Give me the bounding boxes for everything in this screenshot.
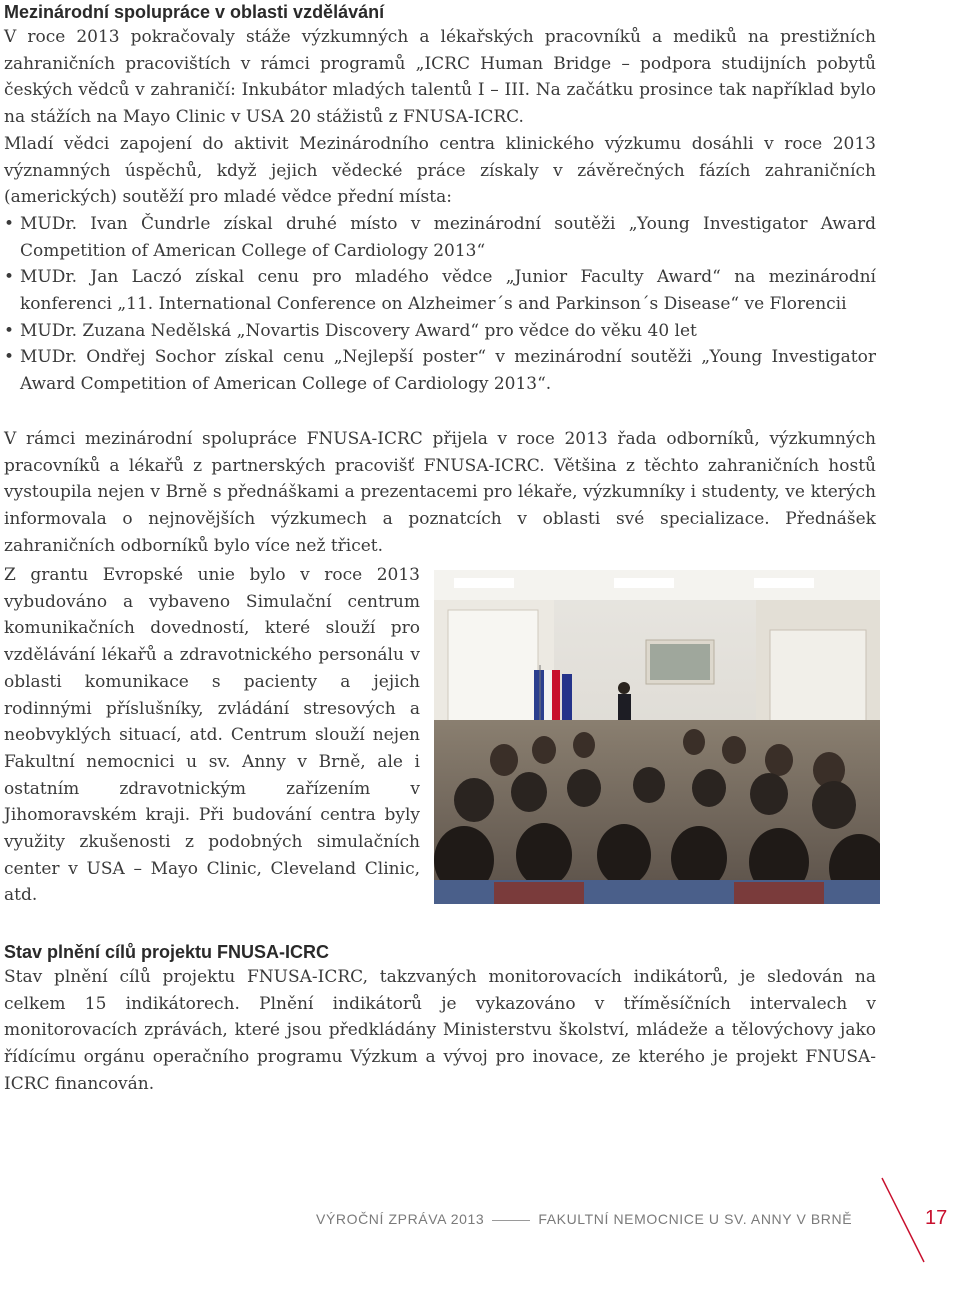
- paragraph-simulation-center: Z grantu Evropské unie bylo v roce 2013 vybudováno a vybaveno Simulační centrum komunikačních dovedností, které slouží pro vzdělávání lékařů a zdravotnického personálu v oblasti komunikace s pacienty a jejich rodinnými příslušníky, zvládání stresových a neobvyklých situací, atd. Centrum slouží nejen Fakultní nemocnici u sv. Anny v Brně, ale i ostatním zdravotnickým zařízením v Jihomoravském kraji. Při budování centra byly využity zkušenosti z podobných simulačních center v USA – Mayo Clinic, Cleveland Clinic, atd.: [4, 565, 420, 906]
- paragraph-foreign-experts: V rámci mezinárodní spolupráce FNUSA-ICRC přijela v roce 2013 řada odborníků, výzkumných pracovníků a lékařů z partnerských pracovišť FNUSA-ICRC. Většina z těchto zahraničních hostů vystoupila nejen v Brně s přednáškami a prezentacemi pro lékaře, výzkumníky i studenty, ve kterých informovala o nejnovějších výzkumech a poznatcích v oblasti své specializace. Přednášek zahraničních odborníků bylo více než třicet.: [4, 429, 876, 556]
- red-diagonal-line-icon: [880, 1176, 930, 1266]
- footer: [316, 1211, 852, 1227]
- lecture-hall-photo: [434, 570, 880, 904]
- list-item: • MUDr. Jan Laczó získal cenu pro mladého vědce „Junior Faculty Award“ na mezinárodní konferenci „11. International Conference on Alzheimer´s and Parkinson´s Disease“ ve Florencii: [4, 264, 876, 317]
- paragraph-young-scientists: Mladí vědci zapojení do aktivit Mezinárodního centra klinického výzkumu dosáhli v roce 2013 významných úspěchů, když jejich vědecké práce získaly v závěrečných fázích zahraničních (amerických) soutěží pro mladé vědce přední místa:: [4, 133, 876, 208]
- paragraph-project-goals: Stav plnění cílů projektu FNUSA-ICRC, takzvaných monitorovacích indikátorů, je sledován na celkem 15 indikátorech. Plnění indikátorů je vykazováno v tříměsíčních intervalech v monitorovacích zprávách, které jsou předkládány Ministerstvu školství, mládeže a tělovýchovy jako řídícímu orgánu operačního programu Výzkum a vývoj pro inovace, ze kterého je projekt FNUSA-ICRC financován.: [4, 967, 876, 1094]
- list-item: • MUDr. Ondřej Sochor získal cenu „Nejlepší poster“ v mezinárodní soutěži „Young Investigator Award Competition of American College of Cardiology 2013“.: [4, 344, 876, 397]
- footer-hospital-name: FAKULTNÍ NEMOCNICE U SV. ANNY V BRNĚ: [538, 1211, 853, 1227]
- awards-list: [4, 211, 876, 398]
- paragraph-internships: V roce 2013 pokračovaly stáže výzkumných a lékařských pracovníků a mediků na prestižních zahraničních pracovištích v rámci programů „ICRC Human Bridge – podpora studijních pobytů českých vědců v zahraničí: Inkubátor mladých talentů I – III. Na začátku prosince tak například bylo na stážích na Mayo Clinic v USA 20 stážistů z FNUSA-ICRC.: [4, 27, 876, 128]
- page-number: 17: [925, 1207, 948, 1229]
- footer-report-title: VÝROČNÍ ZPRÁVA 2013: [316, 1211, 485, 1227]
- section-title-project-goals: Stav plnění cílů projektu FNUSA-ICRC: [4, 942, 330, 962]
- footer-divider: [492, 1220, 530, 1221]
- list-item: • MUDr. Ivan Čundrle získal druhé místo v mezinárodní soutěži „Young Investigator Award Competition of American College of Cardiology 2013“: [4, 211, 876, 264]
- section-body-international-education: [4, 24, 876, 398]
- section-title-international-education: Mezinárodní spolupráce v oblasti vzdělávání: [4, 2, 385, 22]
- list-item: • MUDr. Zuzana Nedělská „Novartis Discovery Award“ pro vědce do věku 40 let: [4, 318, 876, 345]
